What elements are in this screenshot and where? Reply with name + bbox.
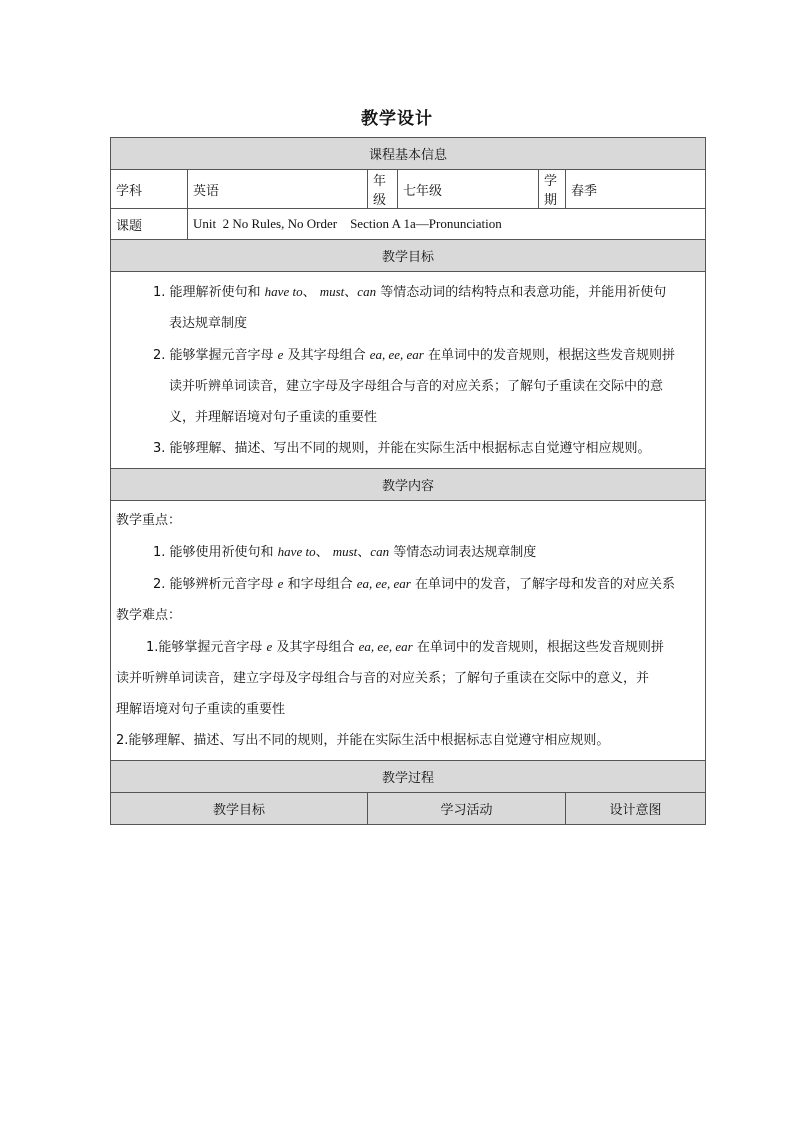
process-col-objectives: 教学目标 — [111, 793, 368, 825]
topic-label: 课题 — [111, 209, 188, 240]
key-point-1-text: 等情态动词表达规章制度 — [389, 545, 537, 560]
objective-2 — [116, 339, 700, 371]
key-point-1 — [116, 536, 700, 568]
key-point-2 — [116, 568, 700, 600]
objectives-header: 教学目标 — [111, 240, 706, 272]
subject-value: 英语 — [188, 170, 368, 209]
key-point-2-text: 在单词中的发音，了解字母和发音的对应关系 — [410, 577, 675, 592]
difficulty-1-line3: 理解语境对句子重读的重要性 — [116, 702, 286, 717]
objective-2-line3: 义，并理解语境对句子重读的重要性 — [169, 410, 378, 425]
objective-3: 3. 能够理解、描述、写出不同的规则，并能在实际生活中根据标志自觉遵守相应规则。 — [153, 441, 651, 456]
process-col-activities: 学习活动 — [368, 793, 566, 825]
term-ea-ee-ear: ea, ee, ear — [358, 639, 413, 654]
difficulty-1-text: 在单词中的发音规则，根据这些发音规则拼 — [412, 640, 664, 655]
objective-2-text: 2. 能够掌握元音字母 — [153, 348, 278, 363]
objective-2-text: 在单词中的发音规则，根据这些发音规则拼 — [423, 348, 675, 363]
term-e: e — [277, 347, 284, 362]
term-ea-ee-ear: ea, ee, ear — [369, 347, 424, 362]
grade-value: 七年级 — [398, 170, 539, 209]
term-can: can — [357, 284, 377, 299]
process-col-intent: 设计意图 — [566, 793, 706, 825]
difficulty-1-text: 1.能够掌握元音字母 — [146, 640, 267, 655]
separator: 、 — [302, 285, 320, 300]
content-header: 教学内容 — [111, 469, 706, 501]
separator: 、 — [357, 545, 371, 560]
key-point-2-text: 和字母组合 — [283, 577, 357, 592]
term-have-to: have to — [264, 284, 303, 299]
topic-value: Unit 2 No Rules, No Order Section A 1a—Pronunciation — [188, 209, 706, 240]
term-e: e — [266, 639, 273, 654]
term-ea-ee-ear: ea, ee, ear — [356, 576, 411, 591]
difficulty-2: 2.能够理解、描述、写出不同的规则，并能在实际生活中根据标志自觉遵守相应规则。 — [116, 733, 610, 748]
difficulty-1-line2: 读并听辨单词读音，建立字母及字母组合与音的对应关系；了解句子重读在交际中的意义，并 — [116, 671, 650, 686]
page-title: 教学设计 — [361, 109, 433, 129]
objectives-body — [111, 272, 706, 469]
difficulty-1-text: 及其字母组合 — [272, 640, 359, 655]
difficulties-label: 教学难点： — [116, 608, 182, 623]
objective-2-text: 及其字母组合 — [283, 348, 370, 363]
key-point-2-text: 2. 能够辨析元音字母 — [153, 577, 278, 592]
objective-1-text: 1. 能理解祈使句和 — [153, 285, 265, 300]
key-point-1-text: 1. 能够使用祈使句和 — [153, 545, 278, 560]
separator: 、 — [344, 285, 358, 300]
separator: 、 — [315, 545, 333, 560]
objective-1-text: 等情态动词的结构特点和表意功能，并能用祈使句 — [376, 285, 667, 300]
objective-1 — [116, 276, 700, 308]
basic-info-header: 课程基本信息 — [111, 138, 706, 170]
process-header: 教学过程 — [111, 761, 706, 793]
term-label: 学期 — [539, 170, 566, 209]
term-e: e — [277, 576, 284, 591]
content-body — [111, 501, 706, 761]
objective-1-line2: 表达规章制度 — [169, 316, 248, 331]
term-have-to: have to — [277, 544, 316, 559]
lesson-design-table — [110, 137, 706, 825]
key-points-label: 教学重点： — [116, 513, 182, 528]
term-can: can — [370, 544, 390, 559]
objective-2-line2: 读并听辨单词读音，建立字母及字母组合与音的对应关系；了解句子重读在交际中的意 — [169, 379, 664, 394]
difficulty-1 — [116, 631, 700, 663]
term-must: must — [332, 544, 358, 559]
term-value: 春季 — [566, 170, 706, 209]
term-must: must — [319, 284, 345, 299]
grade-label: 年级 — [368, 170, 398, 209]
subject-label: 学科 — [111, 170, 188, 209]
